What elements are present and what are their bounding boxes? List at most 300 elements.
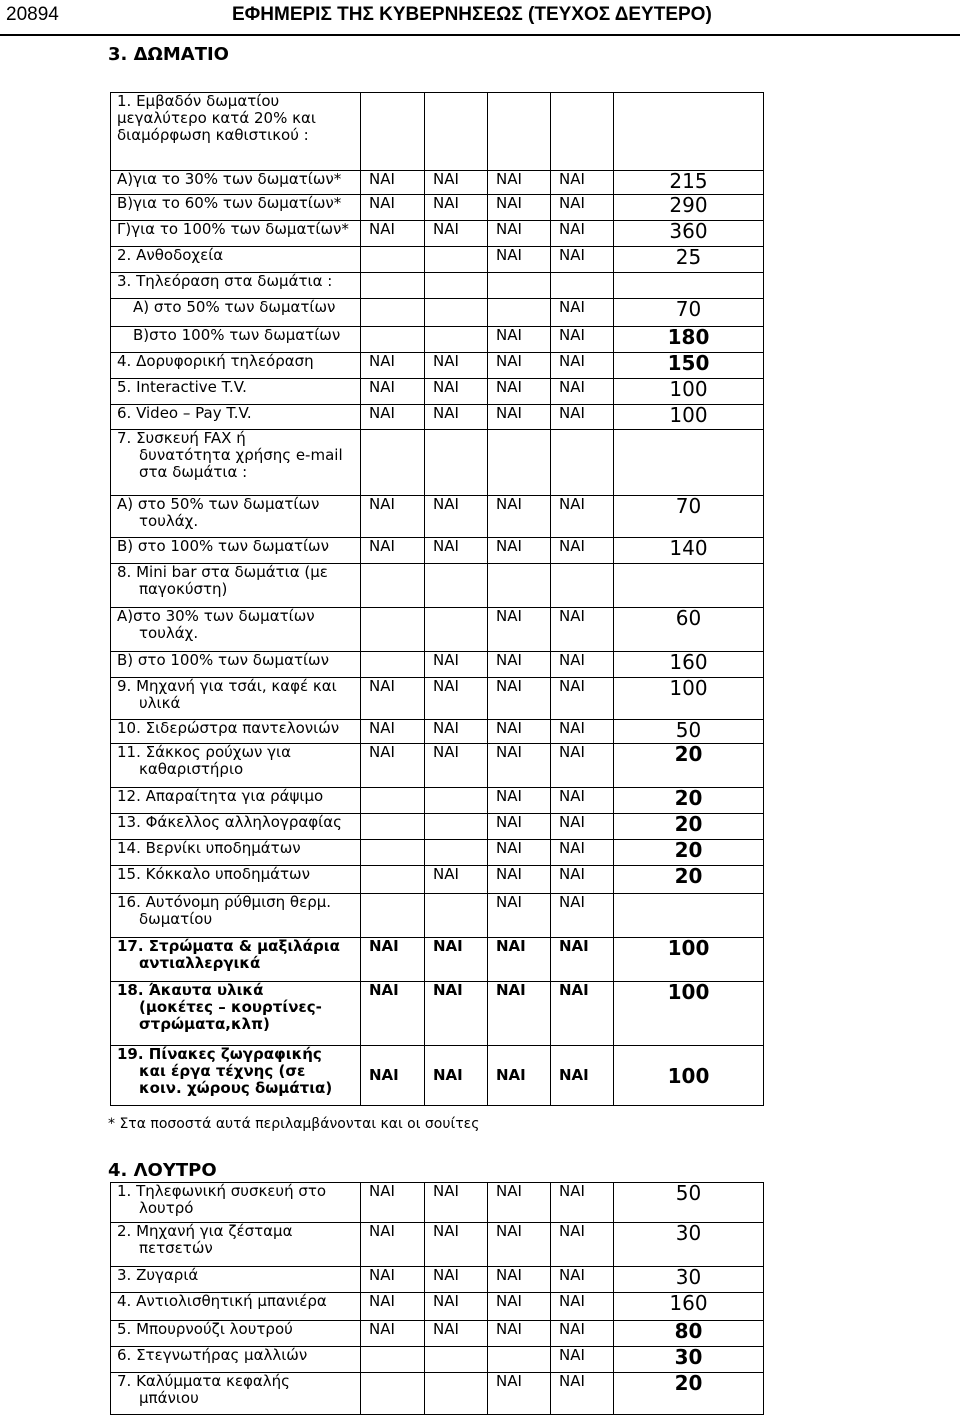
row-label-line: 8. Mini bar στα δωμάτια (με bbox=[117, 563, 328, 581]
score-cell: 20 bbox=[614, 788, 764, 814]
category-cell bbox=[425, 840, 488, 866]
category-cell: ΝΑΙ bbox=[425, 538, 488, 564]
table-row bbox=[111, 720, 764, 744]
row-label-line: 1. Τηλεφωνική συσκευή στο bbox=[117, 1182, 327, 1200]
category-cell: ΝΑΙ bbox=[488, 221, 551, 247]
category-cell bbox=[361, 247, 425, 273]
category-cell: ΝΑΙ bbox=[551, 652, 614, 678]
category-cell: ΝΑΙ bbox=[551, 608, 614, 652]
category-cell bbox=[425, 299, 488, 327]
score-cell: 50 bbox=[614, 1183, 764, 1223]
row-label bbox=[111, 496, 361, 538]
table-row bbox=[111, 1321, 764, 1347]
row-label-line: 3. Ζυγαριά bbox=[117, 1266, 199, 1284]
category-cell: ΝΑΙ bbox=[488, 1293, 551, 1321]
row-label-line: τουλάχ. bbox=[139, 624, 199, 642]
room-table bbox=[110, 92, 764, 1106]
row-label bbox=[111, 1046, 361, 1106]
category-cell: ΝΑΙ bbox=[488, 678, 551, 720]
category-cell: ΝΑΙ bbox=[361, 744, 425, 788]
category-cell: ΝΑΙ bbox=[425, 1046, 488, 1106]
category-cell bbox=[361, 430, 425, 496]
table-row bbox=[111, 379, 764, 405]
category-cell: ΝΑΙ bbox=[551, 247, 614, 273]
category-cell: ΝΑΙ bbox=[425, 1223, 488, 1267]
score-cell: 60 bbox=[614, 608, 764, 652]
category-cell: ΝΑΙ bbox=[425, 1183, 488, 1223]
score-cell bbox=[614, 273, 764, 299]
category-cell bbox=[425, 608, 488, 652]
category-cell: ΝΑΙ bbox=[551, 1293, 614, 1321]
score-cell: 20 bbox=[614, 814, 764, 840]
row-label-line: 2. Μηχανή για ζέσταμα bbox=[117, 1222, 293, 1240]
category-cell: ΝΑΙ bbox=[488, 327, 551, 353]
category-cell: ΝΑΙ bbox=[551, 1046, 614, 1106]
row-label-line: 19. Πίνακες ζωγραφικής bbox=[117, 1045, 322, 1063]
table-row bbox=[111, 299, 764, 327]
table-row bbox=[111, 1293, 764, 1321]
row-label-line: στα δωμάτια : bbox=[139, 463, 248, 481]
category-cell: ΝΑΙ bbox=[551, 678, 614, 720]
row-label-line: 6. Video – Pay T.V. bbox=[117, 404, 252, 422]
score-cell: 80 bbox=[614, 1321, 764, 1347]
score-cell: 100 bbox=[614, 678, 764, 720]
category-cell: ΝΑΙ bbox=[551, 744, 614, 788]
category-cell: ΝΑΙ bbox=[488, 720, 551, 744]
category-cell: ΝΑΙ bbox=[425, 744, 488, 788]
row-label bbox=[111, 1321, 361, 1347]
category-cell: ΝΑΙ bbox=[488, 247, 551, 273]
row-label-line: 10. Σιδερώστρα παντελονιών bbox=[117, 719, 340, 737]
category-cell: ΝΑΙ bbox=[551, 1183, 614, 1223]
category-cell: ΝΑΙ bbox=[488, 894, 551, 938]
score-cell bbox=[614, 894, 764, 938]
row-label-line: 2. Ανθοδοχεία bbox=[117, 246, 224, 264]
row-label-line: τουλάχ. bbox=[139, 512, 199, 530]
footnote: * Στα ποσοστά αυτά περιλαμβάνονται και οι σουίτες bbox=[108, 1116, 480, 1132]
category-cell: ΝΑΙ bbox=[361, 221, 425, 247]
table-row bbox=[111, 788, 764, 814]
category-cell bbox=[551, 273, 614, 299]
category-cell: ΝΑΙ bbox=[488, 1321, 551, 1347]
row-label-line: δωματίου bbox=[139, 910, 213, 928]
row-label bbox=[111, 894, 361, 938]
row-label-line: Β)για το 60% των δωματίων* bbox=[117, 194, 342, 212]
row-label-line: 15. Κόκκαλο υποδημάτων bbox=[117, 865, 311, 883]
row-label bbox=[111, 171, 361, 195]
category-cell: ΝΑΙ bbox=[425, 1267, 488, 1293]
category-cell: ΝΑΙ bbox=[425, 221, 488, 247]
category-cell: ΝΑΙ bbox=[551, 720, 614, 744]
row-label-line: 18. Άκαυτα υλικά bbox=[117, 981, 264, 999]
score-cell: 20 bbox=[614, 840, 764, 866]
score-cell: 30 bbox=[614, 1347, 764, 1373]
row-label-line: 16. Αυτόνομη ρύθμιση θερμ. bbox=[117, 893, 332, 911]
category-cell: ΝΑΙ bbox=[551, 1267, 614, 1293]
category-cell: ΝΑΙ bbox=[551, 299, 614, 327]
category-cell: ΝΑΙ bbox=[488, 788, 551, 814]
category-cell: ΝΑΙ bbox=[551, 221, 614, 247]
row-label-line: και έργα τέχνης (σε bbox=[139, 1062, 306, 1080]
score-cell: 25 bbox=[614, 247, 764, 273]
category-cell: ΝΑΙ bbox=[425, 405, 488, 430]
category-cell bbox=[425, 1373, 488, 1415]
category-cell: ΝΑΙ bbox=[551, 1321, 614, 1347]
table-row bbox=[111, 1347, 764, 1373]
category-cell: ΝΑΙ bbox=[425, 982, 488, 1046]
category-cell: ΝΑΙ bbox=[551, 814, 614, 840]
page-header bbox=[0, 0, 960, 36]
row-label bbox=[111, 1223, 361, 1267]
row-label bbox=[111, 273, 361, 299]
category-cell: ΝΑΙ bbox=[361, 1223, 425, 1267]
score-cell: 100 bbox=[614, 1046, 764, 1106]
row-label-line: μεγαλύτερο κατά 20% και bbox=[117, 109, 316, 127]
row-label-line: καθαριστήριο bbox=[139, 760, 244, 778]
category-cell: ΝΑΙ bbox=[361, 496, 425, 538]
category-cell bbox=[425, 814, 488, 840]
row-label bbox=[111, 1267, 361, 1293]
row-label-line: Α)στο 30% των δωματίων bbox=[117, 607, 315, 625]
category-cell: ΝΑΙ bbox=[488, 538, 551, 564]
bath-table bbox=[110, 1182, 764, 1415]
table-row bbox=[111, 405, 764, 430]
category-cell bbox=[551, 430, 614, 496]
table-row bbox=[111, 866, 764, 894]
category-cell bbox=[361, 866, 425, 894]
category-cell: ΝΑΙ bbox=[488, 1046, 551, 1106]
category-cell bbox=[425, 247, 488, 273]
row-label-line: Β) στο 100% των δωματίων bbox=[117, 651, 329, 669]
row-label-line: 17. Στρώματα & μαξιλάρια bbox=[117, 937, 340, 955]
table-row bbox=[111, 1223, 764, 1267]
category-cell: ΝΑΙ bbox=[488, 195, 551, 221]
category-cell: ΝΑΙ bbox=[488, 1223, 551, 1267]
row-label bbox=[111, 353, 361, 379]
row-label-line: Β)στο 100% των δωματίων bbox=[133, 326, 341, 344]
table-row bbox=[111, 353, 764, 379]
category-cell bbox=[488, 564, 551, 608]
row-label bbox=[111, 608, 361, 652]
table-row bbox=[111, 814, 764, 840]
category-cell: ΝΑΙ bbox=[551, 353, 614, 379]
category-cell: ΝΑΙ bbox=[551, 379, 614, 405]
score-cell bbox=[614, 93, 764, 171]
category-cell: ΝΑΙ bbox=[361, 171, 425, 195]
row-label-line: Α) στο 50% των δωματίων bbox=[117, 495, 320, 513]
row-label bbox=[111, 788, 361, 814]
row-label-line: 5. Interactive T.V. bbox=[117, 378, 247, 396]
row-label-line: 9. Μηχανή για τσάι, καφέ και bbox=[117, 677, 337, 695]
row-label bbox=[111, 938, 361, 982]
category-cell: ΝΑΙ bbox=[488, 608, 551, 652]
table-row bbox=[111, 840, 764, 866]
table-row bbox=[111, 496, 764, 538]
table-row bbox=[111, 221, 764, 247]
row-label bbox=[111, 221, 361, 247]
category-cell bbox=[361, 1347, 425, 1373]
score-cell: 20 bbox=[614, 744, 764, 788]
row-label-line: 13. Φάκελλος αλληλογραφίας bbox=[117, 813, 342, 831]
category-cell bbox=[425, 327, 488, 353]
category-cell bbox=[361, 327, 425, 353]
score-cell: 215 bbox=[614, 171, 764, 195]
category-cell: ΝΑΙ bbox=[551, 405, 614, 430]
score-cell: 30 bbox=[614, 1267, 764, 1293]
category-cell bbox=[361, 894, 425, 938]
category-cell: ΝΑΙ bbox=[551, 538, 614, 564]
score-cell: 30 bbox=[614, 1223, 764, 1267]
category-cell: ΝΑΙ bbox=[361, 379, 425, 405]
category-cell: ΝΑΙ bbox=[425, 379, 488, 405]
category-cell: ΝΑΙ bbox=[488, 652, 551, 678]
category-cell: ΝΑΙ bbox=[425, 496, 488, 538]
row-label bbox=[111, 982, 361, 1046]
row-label bbox=[111, 299, 361, 327]
row-label bbox=[111, 1293, 361, 1321]
category-cell: ΝΑΙ bbox=[361, 1183, 425, 1223]
category-cell: ΝΑΙ bbox=[488, 938, 551, 982]
category-cell bbox=[425, 894, 488, 938]
row-label-line: μπάνιου bbox=[139, 1389, 199, 1407]
score-cell: 100 bbox=[614, 938, 764, 982]
row-label bbox=[111, 538, 361, 564]
row-label-line: 1. Εμβαδόν δωματίου bbox=[117, 92, 280, 110]
category-cell bbox=[425, 1347, 488, 1373]
category-cell bbox=[488, 430, 551, 496]
category-cell: ΝΑΙ bbox=[488, 353, 551, 379]
score-cell: 100 bbox=[614, 982, 764, 1046]
row-label bbox=[111, 744, 361, 788]
table-row bbox=[111, 1373, 764, 1415]
row-label bbox=[111, 720, 361, 744]
score-cell bbox=[614, 564, 764, 608]
category-cell: ΝΑΙ bbox=[551, 840, 614, 866]
row-label-line: δυνατότητα χρήσης e-mail bbox=[139, 446, 343, 464]
category-cell bbox=[551, 93, 614, 171]
score-cell: 20 bbox=[614, 866, 764, 894]
category-cell: ΝΑΙ bbox=[488, 1267, 551, 1293]
table-row bbox=[111, 982, 764, 1046]
score-cell: 100 bbox=[614, 379, 764, 405]
table-row bbox=[111, 327, 764, 353]
score-cell: 70 bbox=[614, 496, 764, 538]
category-cell: ΝΑΙ bbox=[551, 982, 614, 1046]
category-cell bbox=[488, 1347, 551, 1373]
category-cell: ΝΑΙ bbox=[361, 353, 425, 379]
category-cell: ΝΑΙ bbox=[488, 1183, 551, 1223]
score-cell: 50 bbox=[614, 720, 764, 744]
score-cell: 290 bbox=[614, 195, 764, 221]
category-cell bbox=[361, 93, 425, 171]
category-cell bbox=[361, 652, 425, 678]
table-row bbox=[111, 247, 764, 273]
category-cell: ΝΑΙ bbox=[361, 982, 425, 1046]
category-cell: ΝΑΙ bbox=[361, 938, 425, 982]
category-cell bbox=[361, 1373, 425, 1415]
category-cell bbox=[425, 93, 488, 171]
category-cell: ΝΑΙ bbox=[551, 1223, 614, 1267]
row-label-line: διαμόρφωση καθιστικού : bbox=[117, 126, 309, 144]
row-label-line: (μοκέτες – κουρτίνες- bbox=[139, 998, 322, 1016]
table-row bbox=[111, 1046, 764, 1106]
category-cell: ΝΑΙ bbox=[488, 840, 551, 866]
row-label-line: υλικά bbox=[139, 694, 181, 712]
row-label bbox=[111, 1183, 361, 1223]
category-cell bbox=[361, 840, 425, 866]
category-cell: ΝΑΙ bbox=[551, 1373, 614, 1415]
category-cell: ΝΑΙ bbox=[361, 538, 425, 564]
score-cell: 100 bbox=[614, 405, 764, 430]
table-row bbox=[111, 93, 764, 171]
row-label-line: 12. Απαραίτητα για ράψιμο bbox=[117, 787, 324, 805]
score-cell: 160 bbox=[614, 1293, 764, 1321]
row-label-line: 5. Μπουρνούζι λουτρού bbox=[117, 1320, 293, 1338]
category-cell bbox=[551, 564, 614, 608]
category-cell: ΝΑΙ bbox=[551, 866, 614, 894]
row-label-line: Α)για το 30% των δωματίων* bbox=[117, 170, 342, 188]
category-cell bbox=[361, 299, 425, 327]
score-cell: 140 bbox=[614, 538, 764, 564]
category-cell: ΝΑΙ bbox=[488, 1373, 551, 1415]
category-cell bbox=[488, 93, 551, 171]
table-row bbox=[111, 678, 764, 720]
category-cell: ΝΑΙ bbox=[425, 720, 488, 744]
category-cell: ΝΑΙ bbox=[488, 866, 551, 894]
row-label-line: πετσετών bbox=[139, 1239, 213, 1257]
row-label-line: 11. Σάκκος ρούχων για bbox=[117, 743, 292, 761]
category-cell: ΝΑΙ bbox=[425, 1293, 488, 1321]
row-label bbox=[111, 840, 361, 866]
table-row bbox=[111, 430, 764, 496]
category-cell bbox=[361, 788, 425, 814]
category-cell: ΝΑΙ bbox=[551, 195, 614, 221]
row-label bbox=[111, 379, 361, 405]
category-cell: ΝΑΙ bbox=[425, 353, 488, 379]
category-cell: ΝΑΙ bbox=[425, 1321, 488, 1347]
category-cell: ΝΑΙ bbox=[488, 379, 551, 405]
row-label-line: αντιαλλεργικά bbox=[139, 954, 261, 972]
category-cell: ΝΑΙ bbox=[551, 496, 614, 538]
row-label-line: 4. Αντιολισθητική μπανιέρα bbox=[117, 1292, 327, 1310]
row-label bbox=[111, 93, 361, 171]
table-row bbox=[111, 195, 764, 221]
category-cell: ΝΑΙ bbox=[425, 866, 488, 894]
category-cell: ΝΑΙ bbox=[488, 982, 551, 1046]
category-cell bbox=[361, 608, 425, 652]
row-label bbox=[111, 430, 361, 496]
category-cell: ΝΑΙ bbox=[425, 195, 488, 221]
category-cell: ΝΑΙ bbox=[551, 938, 614, 982]
score-cell: 360 bbox=[614, 221, 764, 247]
score-cell: 160 bbox=[614, 652, 764, 678]
category-cell bbox=[361, 814, 425, 840]
gazette-title: ΕΦΗΜΕΡΙΣ ΤΗΣ ΚΥΒΕΡΝΗΣΕΩΣ (ΤΕΥΧΟΣ ΔΕΥΤΕΡΟ) bbox=[232, 4, 712, 25]
category-cell bbox=[425, 564, 488, 608]
category-cell: ΝΑΙ bbox=[551, 1347, 614, 1373]
score-cell: 180 bbox=[614, 327, 764, 353]
row-label bbox=[111, 327, 361, 353]
category-cell: ΝΑΙ bbox=[488, 496, 551, 538]
row-label bbox=[111, 652, 361, 678]
table-row bbox=[111, 894, 764, 938]
table-row bbox=[111, 1267, 764, 1293]
category-cell bbox=[488, 273, 551, 299]
row-label-line: 6. Στεγνωτήρας μαλλιών bbox=[117, 1346, 308, 1364]
row-label-line: 7. Καλύμματα κεφαλής bbox=[117, 1372, 290, 1390]
row-label bbox=[111, 564, 361, 608]
category-cell bbox=[361, 564, 425, 608]
category-cell: ΝΑΙ bbox=[425, 938, 488, 982]
category-cell: ΝΑΙ bbox=[488, 744, 551, 788]
row-label bbox=[111, 247, 361, 273]
category-cell: ΝΑΙ bbox=[361, 720, 425, 744]
category-cell: ΝΑΙ bbox=[425, 652, 488, 678]
category-cell: ΝΑΙ bbox=[425, 678, 488, 720]
table-row bbox=[111, 564, 764, 608]
row-label bbox=[111, 1347, 361, 1373]
row-label-line: Α) στο 50% των δωματίων bbox=[133, 298, 336, 316]
row-label-line: κοιν. χώρους δωμάτια) bbox=[139, 1079, 333, 1097]
table-row bbox=[111, 1183, 764, 1223]
category-cell: ΝΑΙ bbox=[361, 678, 425, 720]
category-cell: ΝΑΙ bbox=[488, 405, 551, 430]
table-row bbox=[111, 608, 764, 652]
row-label-line: λουτρό bbox=[139, 1199, 194, 1217]
section-title-bath: 4. ΛΟΥΤΡΟ bbox=[108, 1160, 217, 1181]
category-cell: ΝΑΙ bbox=[551, 171, 614, 195]
category-cell: ΝΑΙ bbox=[361, 195, 425, 221]
category-cell bbox=[488, 299, 551, 327]
category-cell bbox=[425, 430, 488, 496]
score-cell bbox=[614, 430, 764, 496]
category-cell: ΝΑΙ bbox=[488, 171, 551, 195]
table-row bbox=[111, 652, 764, 678]
category-cell: ΝΑΙ bbox=[361, 405, 425, 430]
table-row bbox=[111, 744, 764, 788]
row-label-line: 14. Βερνίκι υποδημάτων bbox=[117, 839, 301, 857]
category-cell bbox=[361, 273, 425, 299]
category-cell: ΝΑΙ bbox=[551, 327, 614, 353]
category-cell: ΝΑΙ bbox=[361, 1267, 425, 1293]
row-label bbox=[111, 814, 361, 840]
row-label bbox=[111, 405, 361, 430]
category-cell: ΝΑΙ bbox=[488, 814, 551, 840]
category-cell: ΝΑΙ bbox=[361, 1046, 425, 1106]
table-row bbox=[111, 538, 764, 564]
row-label bbox=[111, 195, 361, 221]
row-label bbox=[111, 678, 361, 720]
category-cell: ΝΑΙ bbox=[425, 171, 488, 195]
row-label-line: 7. Συσκευή FAX ή bbox=[117, 429, 246, 447]
score-cell: 20 bbox=[614, 1373, 764, 1415]
row-label bbox=[111, 1373, 361, 1415]
category-cell bbox=[425, 788, 488, 814]
row-label-line: Γ)για το 100% των δωματίων* bbox=[117, 220, 349, 238]
table-row bbox=[111, 938, 764, 982]
row-label-line: παγοκύστη) bbox=[139, 580, 228, 598]
score-cell: 70 bbox=[614, 299, 764, 327]
table-row bbox=[111, 171, 764, 195]
category-cell: ΝΑΙ bbox=[551, 788, 614, 814]
row-label-line: 3. Τηλεόραση στα δωμάτια : bbox=[117, 272, 333, 290]
category-cell: ΝΑΙ bbox=[551, 894, 614, 938]
category-cell: ΝΑΙ bbox=[361, 1293, 425, 1321]
page-number: 20894 bbox=[6, 4, 59, 25]
category-cell: ΝΑΙ bbox=[361, 1321, 425, 1347]
category-cell bbox=[425, 273, 488, 299]
section-title-room: 3. ΔΩΜΑΤΙΟ bbox=[108, 44, 229, 65]
